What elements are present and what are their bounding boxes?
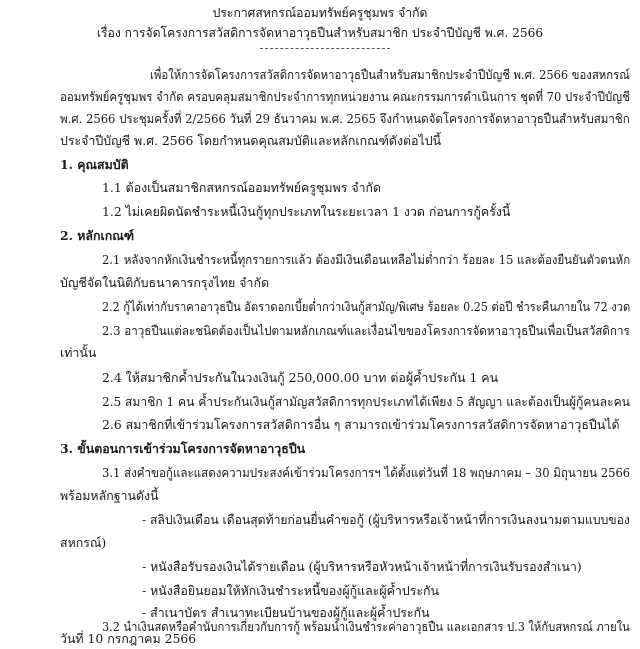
intro-line-2: ออมทรัพย์ครูชุมพร จำกัด ครอบคลุมสมาชิกประจำการทุกหน่วยงาน คณะกรรมการดำเนินการ ชุดที่ 70 ประจำปีบัญชี xyxy=(60,89,630,104)
section-3-item-2-line-1: 3.2 นำเงินสดหรือคำนับการเกี่ยวกับการกู้ พร้อมนำเงินชำระค่าอาวุธปืน และเอกสาร ป.3 ให้กับสหกรณ์ ภายใน xyxy=(102,619,630,634)
section-2-item-5: 2.5 สมาชิก 1 คน ค้ำประกันเงินกู้สามัญสวัสดิการทุกประเภทได้เพียง 5 สัญญา และต้องเป็นผู้กู้คนละคน xyxy=(102,394,630,409)
intro-line-3: พ.ศ. 2566 ประชุมครั้งที่ 2/2566 วันที่ 29 ธันวาคม พ.ศ. 2565 จึงกำหนดจัดโครงการจัดหาอาวุธปืนสำหรับสมาชิก xyxy=(60,111,630,126)
section-1-item-2: 1.2 ไม่เคยผิดนัดชำระหนี้เงินกู้ทุกประเภทในระยะเวลา 1 งวด ก่อนการกู้ครั้งนี้ xyxy=(102,204,511,219)
section-2-item-2: 2.2 กู้ได้เท่ากับราคาอาวุธปืน อัตราดอกเบี้ยต่ำกว่าเงินกู้สามัญ/พิเศษ ร้อยละ 0.25 ต่อปี ชำระคืนภายใน 72 งวด xyxy=(102,299,631,314)
section-2-item-1-line-2: บัญชีจัดในนิติกับธนาคารกรุงไทย จำกัด xyxy=(60,275,270,290)
section-1-item-1: 1.1 ต้องเป็นสมาชิกสหกรณ์ออมทรัพย์ครูชุมพร จำกัด xyxy=(102,180,382,195)
section-3-item-1-line-1: 3.1 ส่งคำขอกู้และแสดงความประสงค์เข้าร่วมโครงการฯ ได้ตั้งแต่วันที่ 18 พฤษภาคม – 30 มิถุนายน 2566 xyxy=(102,465,631,480)
section-3-bullet-2: - หนังสือรับรองเงินได้รายเดือน (ผู้บริหารหรือหัวหน้าเจ้าหน้าที่การเงินรับรองสำเนา) xyxy=(142,559,582,574)
title-divider xyxy=(260,48,390,49)
subject-line: เรื่อง การจัดโครงการสวัสดิการจัดหาอาวุธปืนสำหรับสมาชิก ประจำปีบัญชี พ.ศ. 2566 xyxy=(96,25,544,40)
intro-line-1: เพื่อให้การจัดโครงการสวัสดิการจัดหาอาวุธปืนสำหรับสมาชิกประจำปีบัญชี พ.ศ. 2566 ของสหกรณ์ xyxy=(150,67,630,82)
section-2-item-3-line-2: เท่านั้น xyxy=(60,345,97,360)
intro-line-4: ประจำปีบัญชี พ.ศ. 2566 โดยกำหนดคุณสมบัติและหลักเกณฑ์ดังต่อไปนี้ xyxy=(60,133,442,148)
section-3-bullet-1-line-2: สหกรณ์) xyxy=(60,535,107,550)
section-1-heading: 1. คุณสมบัติ xyxy=(60,157,129,172)
section-3-bullet-3: - หนังสือยินยอมให้หักเงินชำระหนี้ของผู้กู้และผู้ค้ำประกัน xyxy=(142,583,439,598)
section-2-item-3-line-1: 2.3 อาวุธปืนแต่ละชนิดต้องเป็นไปตามหลักเกณฑ์และเงื่อนไขของโครงการจัดหาอาวุธปืนเพื่อเป็นสวัสดิการ xyxy=(102,323,630,338)
section-2-item-4: 2.4 ให้สมาชิกค้ำประกันในวงเงินกู้ 250,000.00 บาท ต่อผู้ค้ำประกัน 1 คน xyxy=(102,370,499,385)
section-3-item-1-line-2: พร้อมหลักฐานดังนี้ xyxy=(60,488,159,503)
section-2-item-1-line-1: 2.1 หลังจากหักเงินชำระหนี้ทุกรายการแล้ว ต้องมีเงินเดือนเหลือไม่ต่ำกว่า ร้อยละ 15 และต้องยืนยันตัวตนหัก xyxy=(102,252,631,267)
announcement-title: ประกาศสหกรณ์ออมทรัพย์ครูชุมพร จำกัด xyxy=(212,5,428,20)
section-2-heading: 2. หลักเกณฑ์ xyxy=(60,228,135,243)
section-3-heading: 3. ขั้นตอนการเข้าร่วมโครงการจัดหาอาวุธปืน xyxy=(60,441,306,456)
section-3-bullet-1-line-1: - สลิปเงินเดือน เดือนสุดท้ายก่อนยื่นคำขอกู้ (ผู้บริหารหรือเจ้าหน้าที่การเงินลงนามตามแบบของ xyxy=(142,512,630,527)
section-2-item-6: 2.6 สมาชิกที่เข้าร่วมโครงการสวัสดิการอื่น ๆ สามารถเข้าร่วมโครงการสวัสดิการจัดหาอาวุธปืนได้ xyxy=(102,417,620,432)
section-3-item-2-line-2: วันที่ 10 กรกฎาคม 2566 xyxy=(60,631,197,646)
section-3-bullet-4: - สำเนาบัตร สำเนาทะเบียนบ้านของผู้กู้และผู้ค้ำประกัน xyxy=(142,605,430,620)
